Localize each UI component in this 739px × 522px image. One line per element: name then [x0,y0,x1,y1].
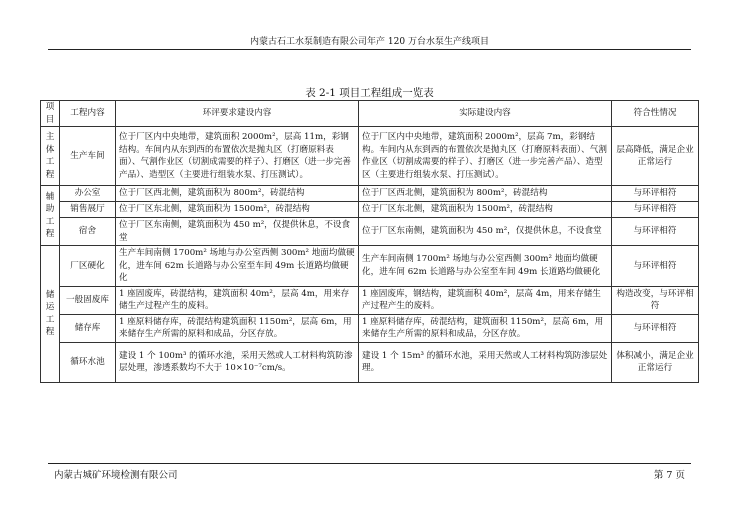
cell-item: 销售展厅 [60,202,116,218]
table-row [41,202,699,218]
cell-actual: 1 座原料储存库，砖混结构，建筑面积 1150m²，层高 6m，用来储存生产所需的原料和成品，分区存放。 [359,314,612,342]
header-item: 工程内容 [60,101,116,127]
cell-compliance: 与环评相符 [612,314,699,342]
group-main: 主体工程 [41,127,60,186]
table-row [41,127,699,186]
header-actual: 实际建设内容 [359,101,612,127]
cell-compliance: 与环评相符 [612,246,699,287]
cell-eia: 位于厂区内中央地带，建筑面积 2000m²，层高 11m，彩钢结构。车间内从东到西的布置依次是抛丸区（打磨原料表面）、气割作业区（切割成需要的样子）、打磨区（进一步完善产品）、造型区（主要进行组装水泵、打压测试）。 [116,127,359,186]
cell-eia: 位于厂区西北侧，建筑面积为 800m²，砖混结构 [116,186,359,202]
cell-actual: 生产车间南侧 1700m² 场地与办公室西侧 300m² 地面均做硬化，进车间 62m 长道路与办公室至车间 49m 长道路均做硬化 [359,246,612,287]
page-header [48,34,691,50]
table-row [41,246,699,287]
cell-eia: 1 座固废库，砖混结构，建筑面积 40m²，层高 4m，用来存储生产过程产生的废料。 [116,286,359,314]
cell-eia: 位于厂区东南侧，建筑面积为 450 m²，仅提供休息，不设食堂 [116,218,359,246]
project-composition-table [40,100,699,383]
header-eia: 环评要求建设内容 [116,101,359,127]
cell-eia: 生产车间南侧 1700m² 场地与办公室西侧 300m² 地面均做硬化，进车间 62m 长道路与办公室至车间 49m 长道路均做硬化 [116,246,359,287]
cell-eia: 建设 1 个 100m³ 的循环水池，采用天然或人工材料构筑防渗层处理，渗透系数均不大于 10×10⁻⁷cm/s。 [116,342,359,382]
header-compliance: 符合性情况 [612,101,699,127]
table-row [41,286,699,314]
table-row [41,342,699,382]
cell-item: 生产车间 [60,127,116,186]
cell-item: 厂区硬化 [60,246,116,287]
cell-item: 宿舍 [60,218,116,246]
table-caption: 表 2-1 项目工程组成一览表 [305,87,434,99]
cell-compliance: 体积减小，满足企业正常运行 [612,342,699,382]
table-header-row [41,101,699,127]
cell-eia: 位于厂区东北侧，建筑面积为 1500m²，砖混结构 [116,202,359,218]
cell-item: 循环水池 [60,342,116,382]
page-footer [48,463,691,481]
cell-eia: 1 座原料储存库，砖混结构建筑面积 1150m²，层高 6m，用来储存生产所需的原料和成品，分区存放。 [116,314,359,342]
table-row [41,186,699,202]
group-auxiliary: 辅助工程 [41,186,60,246]
footer-company: 内蒙古城矿环境检测有限公司 [54,470,178,481]
cell-item: 储存库 [60,314,116,342]
cell-actual: 位于厂区东北侧，建筑面积为 1500m²，砖混结构 [359,202,612,218]
cell-item: 办公室 [60,186,116,202]
table-row [41,314,699,342]
header-category: 项目 [41,101,60,127]
header-title: 内蒙古石工水泵制造有限公司年产 120 万台水泵生产线项目 [250,37,489,47]
cell-actual: 位于厂区东南侧，建筑面积为 450 m²，仅提供休息，不设食堂 [359,218,612,246]
footer-page-number: 第 7 页 [653,470,685,481]
cell-actual: 建设 1 个 15m³ 的循环水池，采用天然或人工材料构筑防渗层处理。 [359,342,612,382]
cell-actual: 位于厂区西北侧，建筑面积为 800m²，砖混结构 [359,186,612,202]
cell-compliance: 与环评相符 [612,202,699,218]
cell-item: 一般固废库 [60,286,116,314]
cell-compliance: 层高降低，满足企业正常运行 [612,127,699,186]
cell-actual: 位于厂区内中央地带，建筑面积 2000m²，层高 7m，彩钢结构。车间内从东到西的布置依次是抛丸区（打磨原料表面）、气割作业区（切割成需要的样子）、打磨区（进一步完善产品）、造型区（主要进行组装水泵、打压测试）。 [359,127,612,186]
group-storage: 储运工程 [41,246,60,383]
cell-compliance: 构造改变，与环评相符 [612,286,699,314]
cell-actual: 1 座固废库，钢结构，建筑面积 40m²，层高 4m，用来存储生产过程产生的废料。 [359,286,612,314]
table-row [41,218,699,246]
cell-compliance: 与环评相符 [612,186,699,202]
cell-compliance: 与环评相符 [612,218,699,246]
